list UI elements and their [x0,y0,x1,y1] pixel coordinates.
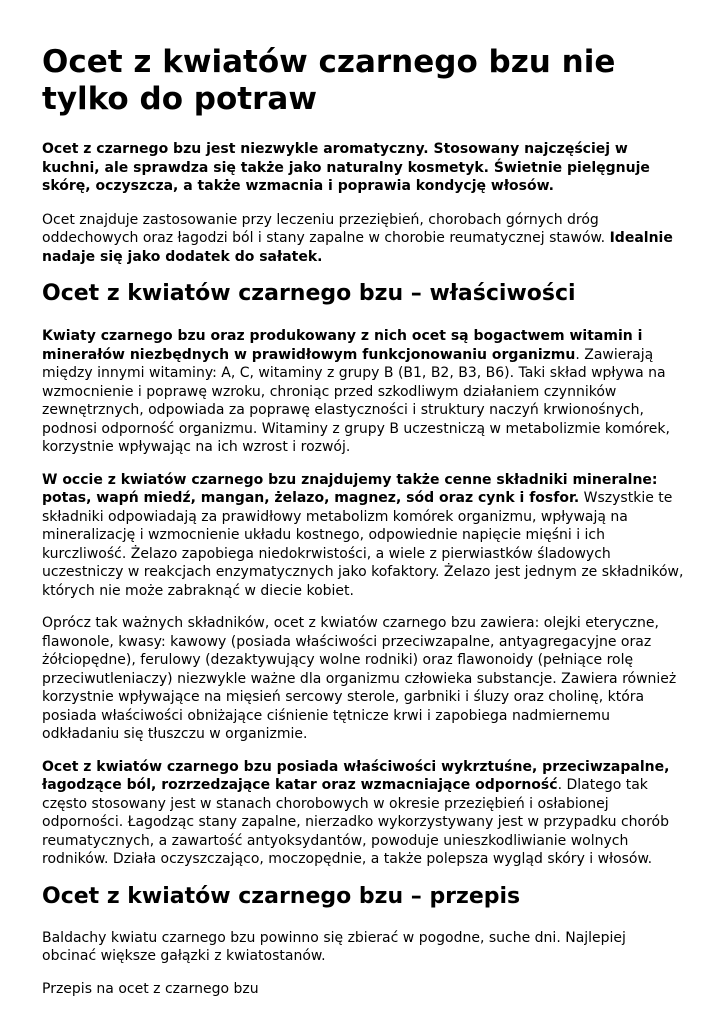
vitamins-paragraph [42,327,684,457]
harvest-paragraph [42,929,684,966]
minerals-text: Wszystkie te składniki odpowiadają za prawidłowy metabolizm komórek organizmu, wpływają na mineralizację i wzmocnienie układu kostnego, odpowiednie napięcie mięśni i ich kurczliwość. Żelazo zapobiega niedokrwistości, a wiele z pierwiastków śladowych uczestniczy w reakcjach enzymatycznych jako kofaktory. Żelazo jest jednym ze składników, których nie może zabraknąć w diecie kobiet. [42,490,684,599]
healing-bold-text: Ocet z kwiatów czarnego bzu posiada właściwości wykrztuśne, przeciwzapalne, łagodzące ból, rozrzedzające katar oraz wzmacniające odporność [42,758,670,793]
lead-paragraph [42,140,684,196]
harvest-text: Baldachy kwiatu czarnego bzu powinno się zbierać w pogodne, suche dni. Najlepiej obcinać większe gałązki z kwiatostanów. [42,929,626,964]
recipe-title-paragraph [42,980,684,999]
minerals-bold-text: W occie z kwiatów czarnego bzu znajdujemy także cenne składniki mineralne: potas, wapń miedź, mangan, żelazo, magnez, sód oraz cynk i fosfor. [42,471,658,506]
healing-text: . Dlatego tak często stosowany jest w stanach chorobowych w okresie przeziębień i osłabionej odporności. Łagodząc stany zapalne, nierzadko wykorzystywany jest w przypadku chorób reumatycznych, a zawartość antyoksydantów, powoduje unieszkodliwianie wolnych rodników. Działa oczyszczająco, moczopędnie, a także polepsza wygląd skóry i włosów. [42,777,670,867]
components-text: Oprócz tak ważnych składników, ocet z kwiatów czarnego bzu zawiera: olejki eteryczne, flawonole, kwasy: kawowy (posiada właściwości przeciwzapalne, antyagregacyjne oraz żółciopędne), ferulowy (dezaktywujący wolne rodniki) oraz flawonoidy (pełniące rolę przeciwutleniaczy) niezwykle ważne dla organizmu człowieka substancje. Zawiera również korzystnie wpływające na mięsień sercowy sterole, garbniki i śluzy oraz cholinę, która posiada właściwości obniżające ciśnienie tętnicze krwi i zapobiega nadmiernemu odkładaniu się tłuszczu w organizmie. [42,615,677,742]
recipe-title-text: Przepis na ocet z czarnego bzu [42,980,259,997]
healing-paragraph [42,758,684,869]
minerals-paragraph [42,471,684,601]
vitamins-text: . Zawierają między innymi witaminy: A, C, witaminy z grupy B (B1, B2, B3, B6). Taki skład wpływa na wzmocnienie i poprawę wzroku, chroniąc przed szkodliwym działaniem czynników zewnętrznych, odpowiada za poprawę elastyczności i struktury naczyń krwionośnych, podnosi odporność organizmu. Witaminy z grupy B uczestniczą w metabolizmie komórek, korzystnie wpływając na ich wzrost i rozwój. [42,346,670,455]
intro-paragraph [42,211,684,267]
intro-bold-text: Idealnie nadaje się jako dodatek do sałatek. [42,230,673,265]
intro-text: Ocet znajduje zastosowanie przy leczeniu przeziębień, chorobach górnych dróg oddechowych oraz łagodzi ból i stany zapalne w chorobie reumatycznej stawów. [42,211,610,246]
lead-text: Ocet z czarnego bzu jest niezwykle aromatyczny. Stosowany najczęściej w kuchni, ale sprawdza się także jako naturalny kosmetyk. Świetnie pielęgnuje skórę, oczyszcza, a także wzmacnia i poprawia kondycję włosów. [42,141,650,194]
section-heading-properties: Ocet z kwiatów czarnego bzu – właściwości [42,281,576,306]
section-heading-recipe: Ocet z kwiatów czarnego bzu – przepis [42,883,521,909]
vitamins-bold-text: Kwiaty czarnego bzu oraz produkowany z nich ocet są bogactwem witamin i minerałów niezbędnych w prawidłowym funkcjonowaniu organizmu [42,328,643,363]
components-paragraph [42,614,684,744]
article-title: Ocet z kwiatów czarnego bzu nie tylko do potraw [42,44,616,117]
